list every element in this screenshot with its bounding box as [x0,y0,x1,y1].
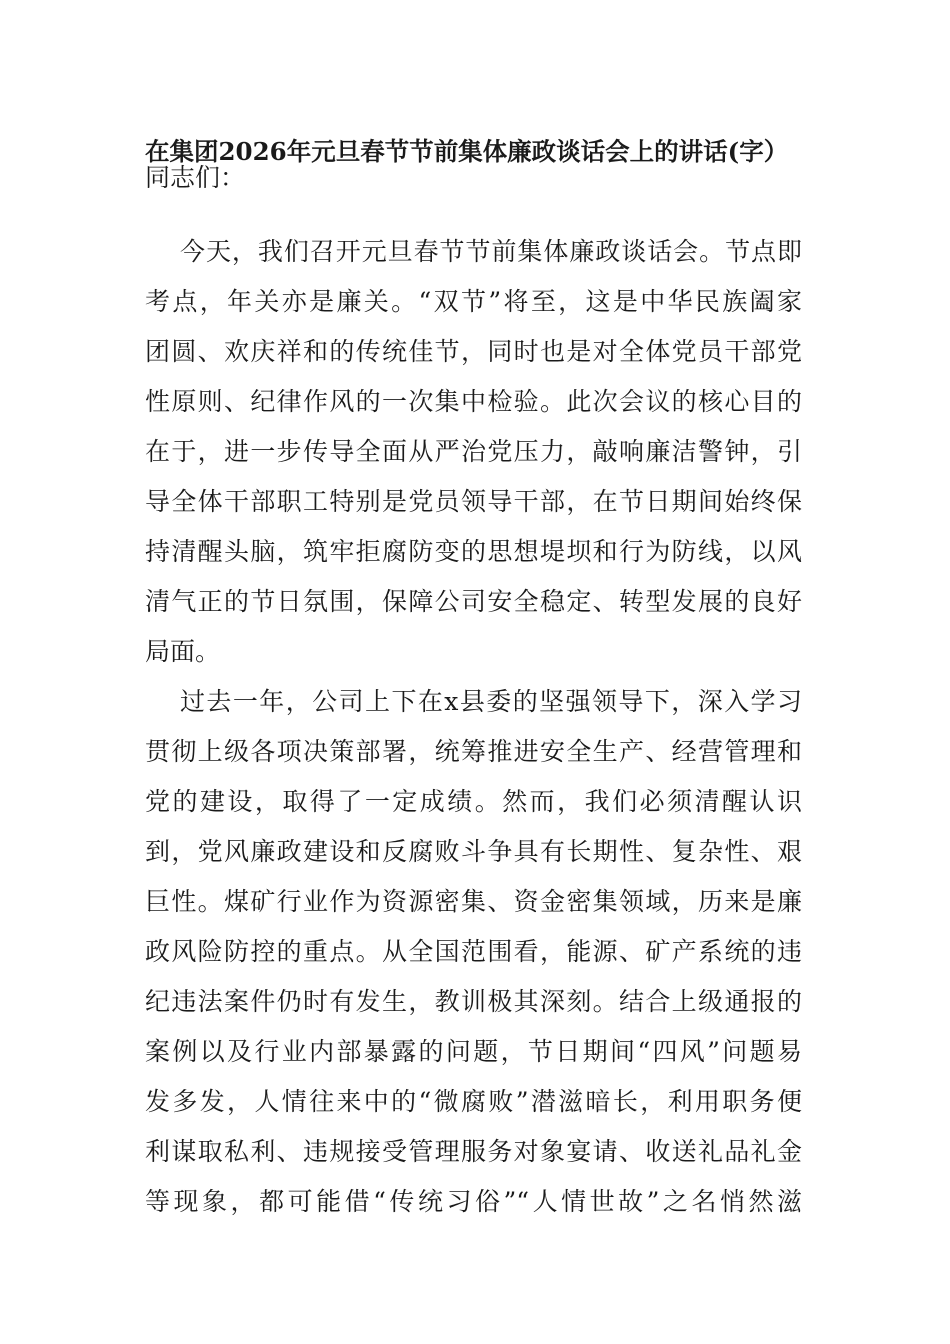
paragraph-2-line-3: 党的建设，取得了一定成绩。然而，我们必须清醒认识 [145,787,802,816]
paragraph-2-line-9: 发多发，人情往来中的“微腐败”潜滋暗长，利用职务便 [145,1087,802,1116]
paragraph-2-line-2: 贯彻上级各项决策部署，统筹推进安全生产、经营管理和 [145,737,802,766]
paragraph-2-line-10: 利谋取私利、违规接受管理服务对象宴请、收送礼品礼金 [145,1137,802,1166]
paragraph-1-line-9: 局面。 [145,637,221,666]
paragraph-1-line-1: 今天，我们召开元旦春节节前集体廉政谈话会。节点即 [180,237,802,266]
document-title: 在集团2026年元旦春节节前集体廉政谈话会上的讲话(字） [145,137,789,166]
paragraph-2-line-5: 巨性。煤矿行业作为资源密集、资金密集领域，历来是廉 [145,887,802,916]
paragraph-1-line-3: 团圆、欢庆祥和的传统佳节，同时也是对全体党员干部党 [145,337,802,366]
paragraph-2-line-4: 到，党风廉政建设和反腐败斗争具有长期性、复杂性、艰 [145,837,802,866]
paragraph-1-line-7: 持清醒头脑，筑牢拒腐防变的思想堤坝和行为防线，以风 [145,537,802,566]
paragraph-1-line-2: 考点，年关亦是廉关。“双节”将至，这是中华民族阖家 [145,287,802,316]
paragraph-2-line-8: 案例以及行业内部暴露的问题，节日期间“四风”问题易 [145,1037,802,1066]
paragraph-2-line-6: 政风险防控的重点。从全国范围看，能源、矿产系统的违 [145,937,802,966]
paragraph-1-line-4: 性原则、纪律作风的一次集中检验。此次会议的核心目的 [145,387,802,416]
salutation: 同志们： [145,163,246,192]
paragraph-1-line-5: 在于，进一步传导全面从严治党压力，敲响廉洁警钟，引 [145,437,802,466]
paragraph-2-line-11: 等现象，都可能借“传统习俗”“人情世故”之名悄然滋 [145,1187,802,1216]
paragraph-2-line-7: 纪违法案件仍时有发生，教训极其深刻。结合上级通报的 [145,987,802,1016]
paragraph-1-line-8: 清气正的节日氛围，保障公司安全稳定、转型发展的良好 [145,587,802,616]
paragraph-2-line-1: 过去一年，公司上下在x县委的坚强领导下，深入学习 [180,687,802,716]
paragraph-1-line-6: 导全体干部职工特别是党员领导干部，在节日期间始终保 [145,487,802,516]
